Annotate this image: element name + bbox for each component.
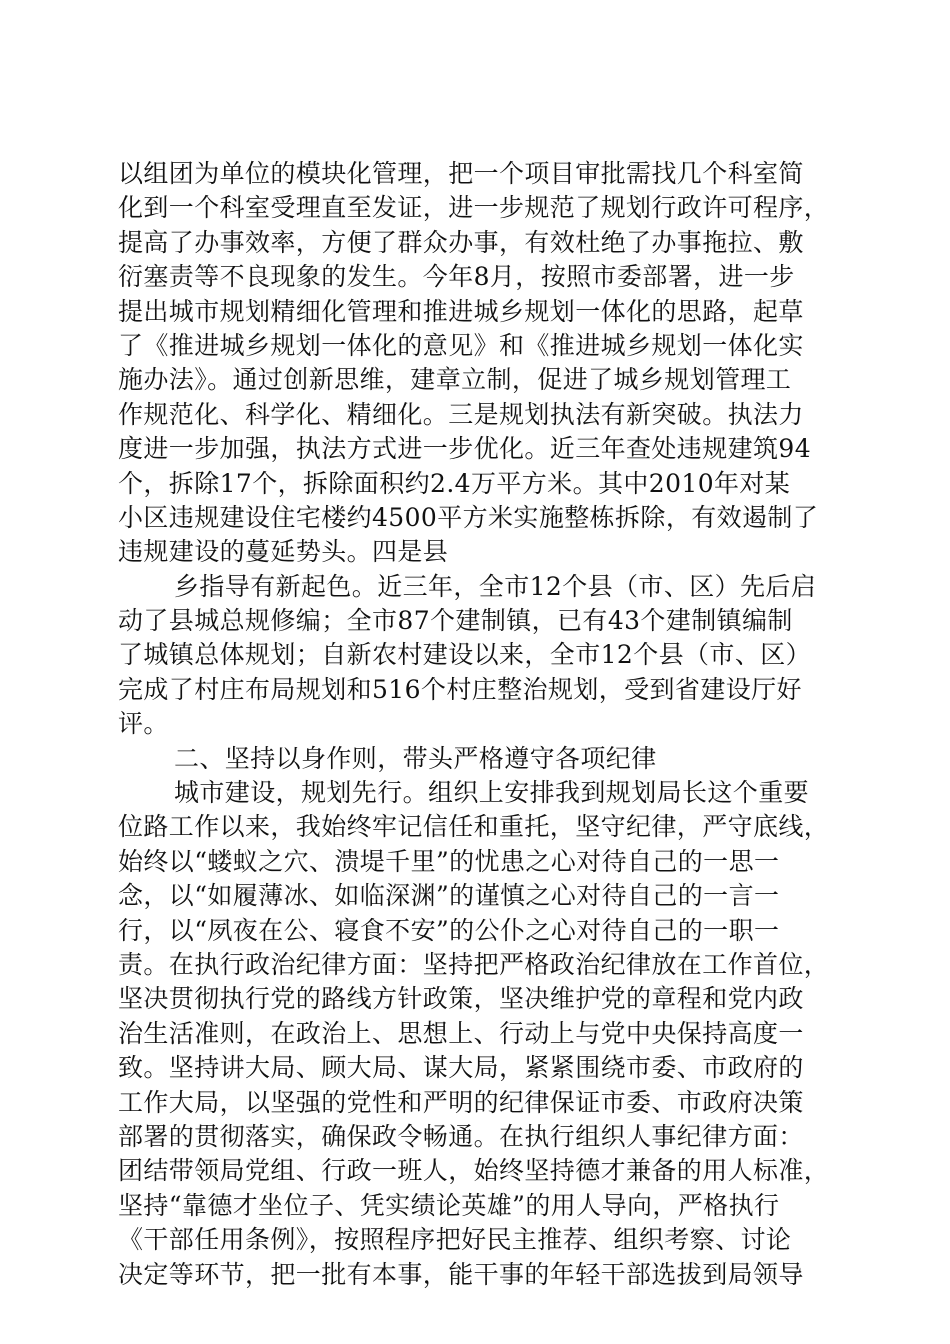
- text-line-30: 团结带领局党组、行政一班人，始终坚持德才兼备的用人标准，: [118, 1156, 830, 1186]
- text-line-22: 念，以“如履薄冰、如临深渊”的谨慎之心对待自己的一言一: [118, 881, 780, 911]
- text-line-10: 个，拆除17个，拆除面积约2.4万平方米。其中2010年对某: [118, 468, 791, 498]
- text-line-31: 坚持“靠德才坐位子、凭实绩论英雄”的用人导向，严格执行: [118, 1190, 780, 1220]
- text-line-21: 始终以“蝼蚁之穴、溃堤千里”的忧患之心对待自己的一思一: [118, 846, 780, 876]
- text-line-4: 衍塞责等不良现象的发生。今年8月，按照市委部署，进一步: [118, 262, 795, 292]
- text-line-6: 了《推进城乡规划一体化的意见》和《推进城乡规划一体化实: [118, 330, 804, 360]
- text-line-14: 动了县城总规修编；全市87个建制镇，已有43个建制镇编制: [118, 606, 793, 636]
- text-line-15: 了城镇总体规划；自新农村建设以来，全市12个县（市、区）: [118, 640, 812, 670]
- text-line-24: 责。在执行政治纪律方面：坚持把严格政治纪律放在工作首位，: [118, 949, 830, 979]
- text-line-32: 《干部任用条例》，按照程序把好民主推荐、组织考察、讨论: [118, 1225, 792, 1255]
- text-line-8: 作规范化、科学化、精细化。三是规划执法有新突破。执法力: [118, 399, 804, 429]
- text-line-26: 治生活准则，在政治上、思想上、行动上与党中央保持高度一: [118, 1018, 804, 1048]
- text-line-29: 部署的贯彻落实，确保政令畅通。在执行组织人事纪律方面：: [118, 1121, 804, 1151]
- text-line-7: 施办法》。通过创新思维，建章立制，促进了城乡规划管理工: [118, 365, 792, 395]
- text-line-19: 城市建设，规划先行。组织上安排我到规划局长这个重要: [174, 778, 810, 808]
- text-line-12: 违规建设的蔓延势头。四是县: [118, 537, 449, 567]
- text-line-2: 化到一个科室受理直至发证，进一步规范了规划行政许可程序，: [118, 193, 830, 223]
- text-line-5: 提出城市规划精细化管理和推进城乡规划一体化的思路，起草: [118, 296, 804, 326]
- text-line-11: 小区违规建设住宅楼约4500平方米实施整栋拆除，有效遏制了: [118, 502, 819, 532]
- text-line-16: 完成了村庄布局规划和516个村庄整治规划，受到省建设厅好: [118, 674, 802, 704]
- document-body: [118, 157, 838, 1292]
- text-line-33: 决定等环节，把一批有本事，能干事的年轻干部选拔到局领导: [118, 1259, 804, 1289]
- text-line-13: 乡指导有新起色。近三年，全市12个县（市、区）先后启: [174, 571, 817, 601]
- text-line-28: 工作大局，以坚强的党性和严明的纪律保证市委、市政府决策: [118, 1087, 804, 1117]
- text-line-3: 提高了办事效率，方便了群众办事，有效杜绝了办事拖拉、敷: [118, 227, 804, 257]
- text-line-23: 行，以“夙夜在公、寝食不安”的公仆之心对待自己的一职一: [118, 915, 780, 945]
- text-line-9: 度进一步加强，执法方式进一步优化。近三年查处违规建筑94: [118, 434, 812, 464]
- section-heading: 二、坚持以身作则，带头严格遵守各项纪律: [174, 743, 657, 773]
- text-line-17: 评。: [118, 709, 169, 739]
- text-line-20: 位路工作以来，我始终牢记信任和重托，坚守纪律，严守底线，: [118, 812, 830, 842]
- text-line-25: 坚决贯彻执行党的路线方针政策，坚决维护党的章程和党内政: [118, 984, 804, 1014]
- text-line-27: 致。坚持讲大局、顾大局、谋大局，紧紧围绕市委、市政府的: [118, 1053, 804, 1083]
- text-line-1: 以组团为单位的模块化管理，把一个项目审批需找几个科室简: [118, 159, 804, 188]
